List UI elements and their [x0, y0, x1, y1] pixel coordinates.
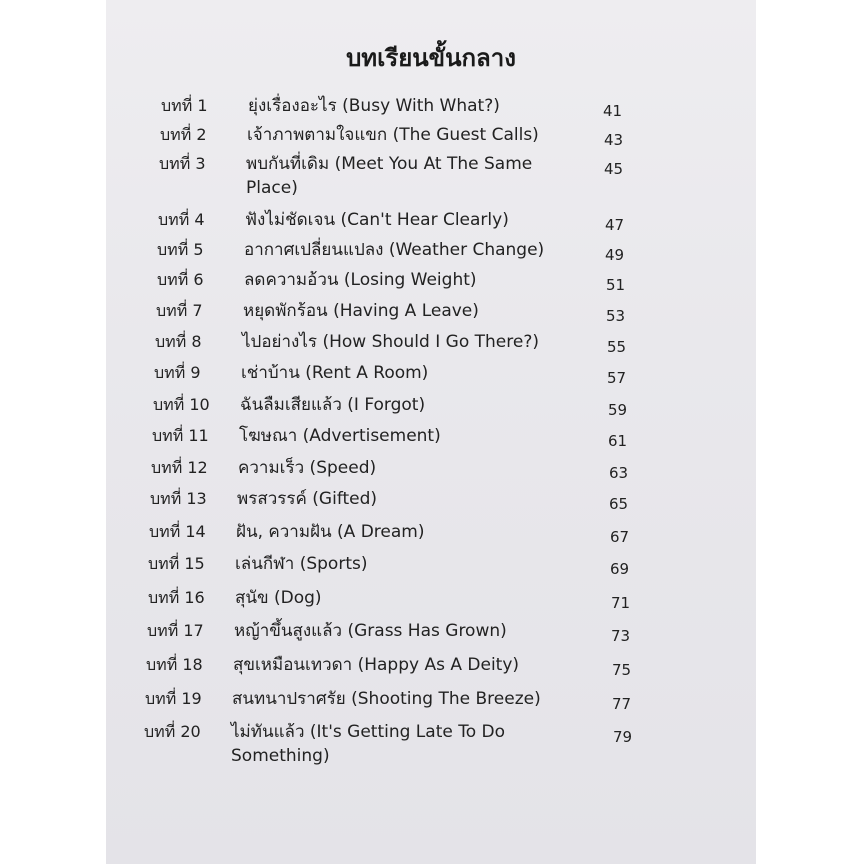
- toc-entry: [106, 92, 756, 122]
- toc-entry: [106, 391, 756, 421]
- page-number: 59: [608, 401, 628, 419]
- lesson-number: บทที่ 12: [151, 458, 208, 477]
- page-number: 65: [609, 495, 629, 513]
- toc-entry: [106, 206, 756, 236]
- page-number: 55: [607, 338, 627, 356]
- lesson-number: บทที่ 13: [150, 489, 207, 508]
- lesson-number: บทที่ 17: [147, 621, 204, 640]
- toc-entry: [106, 328, 756, 358]
- lesson-title: เล่นกีฬา (Sports): [235, 554, 368, 574]
- lesson-title: สนทนาปราศรัย (Shooting The Breeze): [232, 689, 541, 709]
- toc-entry: [106, 236, 756, 266]
- lesson-number: บทที่ 7: [156, 301, 203, 320]
- lesson-title: พบกันที่เดิม (Meet You At The Same: [246, 154, 533, 174]
- lesson-title: ยุ่งเรื่องอะไร (Busy With What?): [248, 96, 500, 116]
- lesson-title: เช่าบ้าน (Rent A Room): [241, 363, 429, 383]
- page-number: 69: [610, 560, 630, 578]
- toc-entry: [106, 359, 756, 389]
- lesson-title: ความเร็ว (Speed): [238, 458, 377, 478]
- lesson-title: โฆษณา (Advertisement): [239, 426, 441, 446]
- lesson-title: ไม่ทันแล้ว (It's Getting Late To Do: [231, 722, 506, 742]
- lesson-number: บทที่ 16: [148, 588, 205, 607]
- lesson-number: บทที่ 6: [157, 270, 204, 289]
- lesson-title: อากาศเปลี่ยนแปลง (Weather Change): [244, 240, 545, 260]
- lesson-number: บทที่ 8: [155, 332, 202, 351]
- page-number: 53: [606, 307, 626, 325]
- page-number: 41: [603, 102, 623, 120]
- page-number: 77: [612, 695, 632, 713]
- page-number: 45: [604, 160, 624, 178]
- lesson-number: บทที่ 20: [144, 722, 201, 741]
- lesson-number: บทที่ 15: [148, 554, 205, 573]
- toc-entry: [106, 518, 756, 548]
- page-number: 43: [604, 131, 624, 149]
- lesson-title: ฉันลืมเสียแล้ว (I Forgot): [240, 395, 426, 415]
- section-title: บทเรียนขั้นกลาง: [346, 44, 516, 72]
- toc-entry: [106, 485, 756, 515]
- toc-entry: [106, 422, 756, 452]
- toc-entry: [106, 617, 756, 647]
- page-number: 63: [609, 464, 629, 482]
- toc-entry: [106, 685, 756, 715]
- lesson-title: หญ้าขึ้นสูงแล้ว (Grass Has Grown): [234, 621, 507, 641]
- lesson-number: บทที่ 18: [146, 655, 203, 674]
- lesson-number: บทที่ 19: [145, 689, 202, 708]
- toc-entry: [106, 454, 756, 484]
- lesson-number: บทที่ 3: [159, 154, 206, 173]
- lesson-title: เจ้าภาพตามใจแขก (The Guest Calls): [247, 125, 539, 145]
- lesson-number: บทที่ 11: [152, 426, 209, 445]
- toc-entry: [106, 266, 756, 296]
- lesson-number: บทที่ 9: [154, 363, 201, 382]
- page-number: 73: [611, 627, 631, 645]
- page-number: 71: [611, 594, 631, 612]
- lesson-title: สุนัข (Dog): [235, 588, 322, 608]
- lesson-number: บทที่ 2: [160, 125, 207, 144]
- page-number: 49: [605, 246, 625, 264]
- toc-entry: [106, 651, 756, 681]
- page-number: 79: [613, 728, 633, 746]
- lesson-title: พรสวรรค์ (Gifted): [237, 489, 378, 509]
- toc-entry: [106, 121, 756, 151]
- lesson-number: บทที่ 1: [161, 96, 208, 115]
- lesson-title: ลดความอ้วน (Losing Weight): [244, 270, 477, 290]
- lesson-title: ฟังไม่ชัดเจน (Can't Hear Clearly): [245, 210, 509, 230]
- toc-entry: [106, 297, 756, 327]
- page-number: 61: [608, 432, 628, 450]
- lesson-title: ฝัน, ความฝัน (A Dream): [236, 522, 425, 542]
- page-number: 67: [610, 528, 630, 546]
- toc-entry: [106, 718, 756, 766]
- lesson-title: ไปอย่างไร (How Should I Go There?): [242, 332, 539, 352]
- lesson-title-continued: Something): [231, 746, 330, 766]
- page-number: 47: [605, 216, 625, 234]
- lesson-number: บทที่ 4: [158, 210, 205, 229]
- lesson-number: บทที่ 5: [157, 240, 204, 259]
- page-number: 75: [612, 661, 632, 679]
- toc-entry: [106, 584, 756, 614]
- lesson-title-continued: Place): [246, 178, 298, 198]
- page-number: 51: [606, 276, 626, 294]
- toc-entry: [106, 550, 756, 580]
- book-page: [106, 0, 756, 864]
- lesson-title: หยุดพักร้อน (Having A Leave): [243, 301, 479, 321]
- lesson-number: บทที่ 14: [149, 522, 206, 541]
- lesson-title: สุขเหมือนเทวดา (Happy As A Deity): [233, 655, 520, 675]
- toc-entry: [106, 150, 756, 198]
- page-number: 57: [607, 369, 627, 387]
- lesson-number: บทที่ 10: [153, 395, 210, 414]
